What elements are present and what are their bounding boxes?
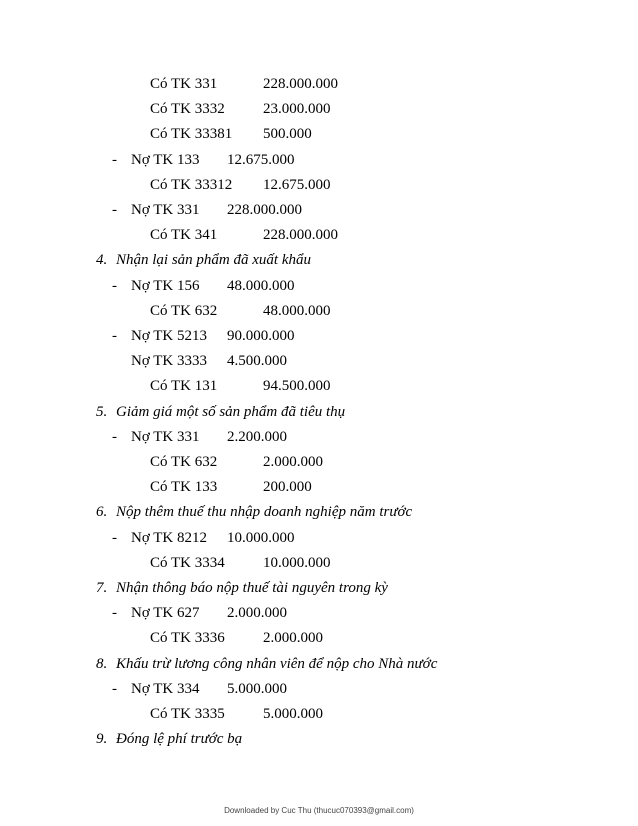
section-heading	[0, 576, 638, 600]
amount-value: 2.000.000	[227, 605, 287, 622]
account-label: Có TK 3332	[150, 101, 225, 118]
heading-number: 8.	[96, 655, 108, 672]
account-label: Có TK 3336	[150, 630, 225, 647]
account-label: Nợ TK 8212	[131, 529, 207, 546]
list-dash: -	[112, 277, 117, 294]
account-label: Nợ TK 331	[131, 202, 200, 218]
account-label: Nợ TK 627	[131, 605, 200, 622]
heading-text: Khấu trừ lương công nhân viên để nộp cho Nhà nước	[116, 655, 438, 672]
journal-line	[0, 198, 638, 222]
list-dash: -	[112, 605, 117, 622]
account-label: Có TK 133	[150, 479, 218, 496]
amount-value: 10.000.000	[263, 554, 331, 571]
journal-line	[0, 626, 638, 650]
heading-number: 9.	[96, 731, 108, 748]
journal-line	[0, 349, 638, 373]
journal-line	[0, 299, 638, 323]
section-heading	[0, 248, 638, 272]
account-label: Có TK 3335	[150, 706, 225, 722]
journal-line	[0, 702, 638, 726]
amount-value: 10.000.000	[227, 529, 295, 546]
section-heading	[0, 652, 638, 676]
amount-value: 228.000.000	[263, 76, 338, 92]
amount-value: 200.000	[263, 479, 312, 496]
journal-line	[0, 72, 638, 96]
amount-value: 12.675.000	[263, 176, 331, 193]
account-label: Nợ TK 334	[131, 680, 200, 697]
amount-value: 2.000.000	[263, 454, 323, 470]
journal-line	[0, 173, 638, 197]
account-label: Nợ TK 331	[131, 428, 200, 445]
journal-line	[0, 223, 638, 247]
amount-value: 2.200.000	[227, 428, 287, 445]
journal-line	[0, 374, 638, 398]
journal-line	[0, 450, 638, 474]
account-label: Có TK 33312	[150, 176, 233, 193]
amount-value: 90.000.000	[227, 328, 295, 344]
account-label: Nợ TK 133	[131, 151, 200, 168]
journal-line	[0, 475, 638, 499]
amount-value: 2.000.000	[263, 630, 323, 647]
journal-line	[0, 97, 638, 121]
account-label: Nợ TK 3333	[131, 353, 207, 370]
amount-value: 500.000	[263, 126, 312, 143]
account-label: Có TK 331	[150, 76, 218, 92]
amount-value: 4.500.000	[227, 353, 287, 370]
journal-line	[0, 551, 638, 575]
heading-text: Giảm giá một số sản phẩm đã tiêu thụ	[116, 403, 346, 420]
journal-line	[0, 526, 638, 550]
heading-text: Nộp thêm thuế thu nhập doanh nghiệp năm trước	[116, 504, 413, 521]
list-dash: -	[112, 151, 117, 168]
heading-text: Nhận thông báo nộp thuế tài nguyên trong kỳ	[116, 580, 388, 596]
heading-number: 6.	[96, 504, 108, 521]
heading-text: Nhận lại sản phẩm đã xuất khẩu	[116, 252, 311, 269]
amount-value: 228.000.000	[263, 227, 338, 244]
amount-value: 5.000.000	[263, 706, 323, 722]
heading-text: Đóng lệ phí trước bạ	[116, 731, 243, 748]
journal-line	[0, 274, 638, 298]
list-dash: -	[112, 529, 117, 546]
heading-number: 4.	[96, 252, 108, 269]
account-label: Có TK 632	[150, 454, 218, 470]
journal-line	[0, 677, 638, 701]
section-heading	[0, 500, 638, 524]
heading-number: 5.	[96, 403, 108, 420]
journal-line	[0, 601, 638, 625]
journal-line	[0, 324, 638, 348]
amount-value: 5.000.000	[227, 680, 287, 697]
journal-line	[0, 425, 638, 449]
journal-line	[0, 122, 638, 146]
list-dash: -	[112, 202, 117, 218]
account-label: Có TK 131	[150, 378, 218, 395]
account-label: Có TK 632	[150, 302, 218, 319]
amount-value: 23.000.000	[263, 101, 331, 118]
amount-value: 48.000.000	[263, 302, 331, 319]
account-label: Có TK 3334	[150, 554, 225, 571]
list-dash: -	[112, 328, 117, 344]
journal-line	[0, 148, 638, 172]
section-heading	[0, 727, 638, 751]
account-label: Nợ TK 156	[131, 277, 200, 294]
amount-value: 48.000.000	[227, 277, 295, 294]
amount-value: 12.675.000	[227, 151, 295, 168]
amount-value: 228.000.000	[227, 202, 302, 218]
account-label: Có TK 341	[150, 227, 218, 244]
heading-number: 7.	[96, 580, 108, 596]
amount-value: 94.500.000	[263, 378, 331, 395]
list-dash: -	[112, 680, 117, 697]
download-footer: Downloaded by Cuc Thu (thucuc070393@gmail.com)	[224, 806, 414, 815]
account-label: Có TK 33381	[150, 126, 233, 143]
account-label: Nợ TK 5213	[131, 328, 207, 344]
list-dash: -	[112, 428, 117, 445]
section-heading	[0, 400, 638, 424]
